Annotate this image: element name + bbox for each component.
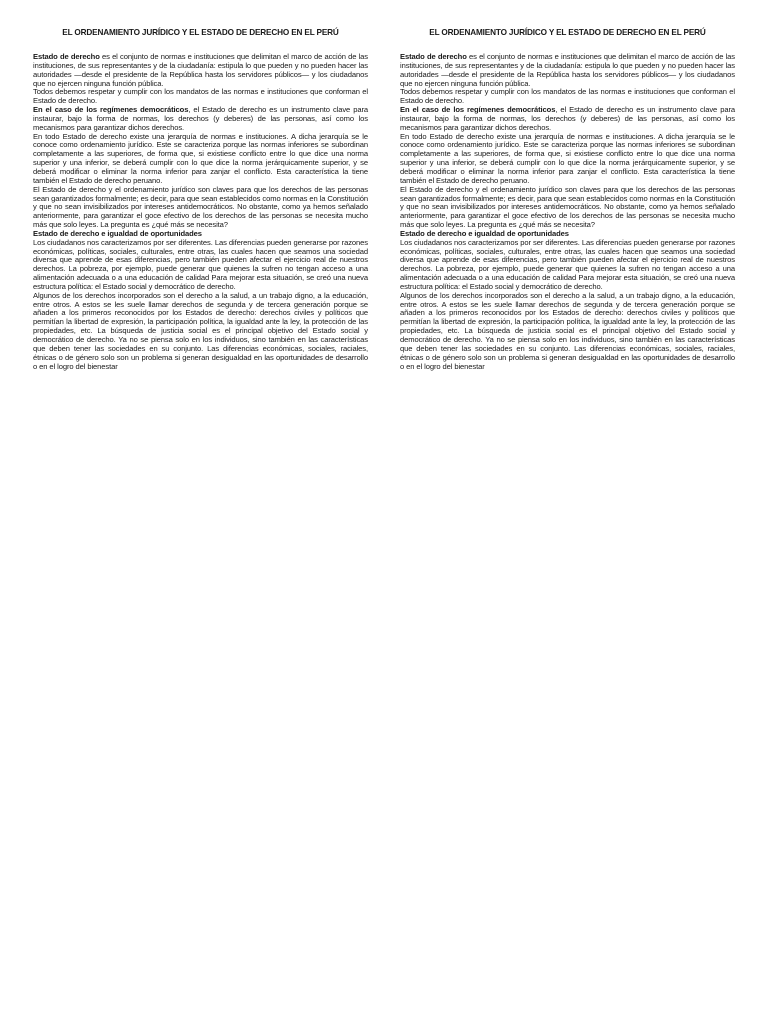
paragraph-text: , el Estado de derecho es un instrumento clave para instaurar, bajo la forma de normas, los derechos (y deberes) de las personas, así como los mecanismos para garantizar dichos derechos.: [33, 105, 369, 132]
paragraph-hierarchy: En todo Estado de derecho existe una jerarquía de normas e instituciones. A dicha jerarquía se le conoce como ordenamiento jurídico. Este se caracteriza porque las normas inferiores se subordinan completamente a las superiores, de forma que, si existiese conflicto entre lo que dice una norma superior y una inferior, se deberá cumplir con lo que dice la norma jerárquicamente superior, y se deberá modificar o eliminar la norma inferior para zanjar el conflicto. Esta característica la tiene también el Estado de derecho peruano.: [33, 131, 368, 185]
right-column: [400, 28, 735, 371]
paragraph-text: es el conjunto de normas e instituciones que delimitan el marco de acción de las instituciones, de sus representantes y de la ciudadanía: estipula lo que pueden y no pueden hacer las autoridades —desde el presidente de la República hasta los servidores públicos— y los ciudadanos que no ejercen ninguna función pública.: [33, 52, 368, 88]
document-title: EL ORDENAMIENTO JURÍDICO Y EL ESTADO DE DERECHO EN EL PERÚ: [429, 28, 706, 37]
paragraph-democratic: [400, 106, 735, 133]
paragraph-rights-generations: Algunos de los derechos incorporados son el derecho a la salud, a un trabajo digno, a la educación, entre otros. A estos se les suele llamar derechos de segunda y de tercera generación porque se añaden a los primeros reconocidos por los Estados de derecho: derechos civiles y políticos que permitían la libertad de expresión, la participación política, la igualdad ante la ley, la protección de las propiedades, etc. La búsqueda de justicia social es el principal objetivo del Estado social y democrático de derecho. Ya no se piensa solo en los individuos, sino también en las características que deben tener las sociedades en su conjunto. Las diferencias económicas, sociales, raciales, étnicas o de género solo son un problema si generan desigualdad en las oportunidades de desarrollo o en el logro del bienestar: [400, 290, 735, 371]
paragraph-text: es el conjunto de normas e instituciones que delimitan el marco de acción de las instituciones, de sus representantes y de la ciudadanía: estipula lo que pueden y no pueden hacer las autoridades —desde el presidente de la República hasta los servidores públicos— y los ciudadanos que no ejercen ninguna función pública.: [400, 52, 735, 88]
paragraph-hierarchy: En todo Estado de derecho existe una jerarquía de normas e instituciones. A dicha jerarquía se le conoce como ordenamiento jurídico. Este se caracteriza porque las normas inferiores se subordinan completamente a las superiores, de forma que, si existiese conflicto entre lo que dice una norma superior y una inferior, se deberá cumplir con lo que dice la norma jerárquicamente superior, y se deberá modificar o eliminar la norma inferior para zanjar el conflicto. Esta característica la tiene también el Estado de derecho peruano.: [400, 131, 735, 185]
paragraph-democratic: [33, 106, 368, 133]
section-heading: Estado de derecho e igualdad de oportunidades: [33, 228, 202, 238]
paragraph-lead-term: Estado de derecho: [400, 52, 467, 61]
paragraph-differences: Los ciudadanos nos caracterizamos por ser diferentes. Las diferencias pueden generarse por razones económicas, políticas, sociales, culturales, entre otras, las cuales hacen que seamos una sociedad diversa que aprende de esas diferencias, pero también pueden afectar el ejercicio real de nuestros derechos. La pobreza, por ejemplo, puede generar que quienes la sufren no tengan acceso a una alimentación adecuada o a una educación de calidad Para mejorar esta situación, se creó una nueva estructura política: el Estado social y democrático de derecho.: [33, 237, 368, 291]
document-title: EL ORDENAMIENTO JURÍDICO Y EL ESTADO DE DERECHO EN EL PERÚ: [62, 28, 339, 37]
paragraph-text: , el Estado de derecho es un instrumento clave para instaurar, bajo la forma de normas, los derechos (y deberes) de las personas, así como los mecanismos para garantizar dichos derechos.: [400, 105, 736, 132]
paragraph-guarantee: El Estado de derecho y el ordenamiento jurídico son claves para que los derechos de las personas sean garantizados formalmente; es decir, para que sean establecidos como normas en la Constitución y que no sean invisibilizados por intereses antidemocráticos. No obstante, como ya hemos señalado anteriormente, para garantizar el goce efectivo de los derechos de las personas se necesita mucho más que solo leyes. La pregunta es ¿qué más se necesita?: [400, 184, 735, 230]
paragraph-differences: Los ciudadanos nos caracterizamos por ser diferentes. Las diferencias pueden generarse por razones económicas, políticas, sociales, culturales, entre otras, las cuales hacen que seamos una sociedad diversa que aprende de esas diferencias, pero también pueden afectar el ejercicio real de nuestros derechos. La pobreza, por ejemplo, puede generar que quienes la sufren no tengan acceso a una alimentación adecuada o a una educación de calidad Para mejorar esta situación, se creó una nueva estructura política: el Estado social y democrático de derecho.: [400, 237, 735, 291]
paragraph-guarantee: El Estado de derecho y el ordenamiento jurídico son claves para que los derechos de las personas sean garantizados formalmente; es decir, para que sean establecidos como normas en la Constitución y que no sean invisibilizados por intereses antidemocráticos. No obstante, como ya hemos señalado anteriormente, para garantizar el goce efectivo de los derechos de las personas se necesita mucho más que solo leyes. La pregunta es ¿qué más se necesita?: [33, 184, 368, 230]
paragraph-respect: Todos debemos respetar y cumplir con los mandatos de las normas e instituciones que conforman el Estado de derecho.: [33, 87, 368, 106]
paragraph-rights-generations: Algunos de los derechos incorporados son el derecho a la salud, a un trabajo digno, a la educación, entre otros. A estos se les suele llamar derechos de segunda y de tercera generación porque se añaden a los primeros reconocidos por los Estados de derecho: derechos civiles y políticos que permitían la libertad de expresión, la participación política, la igualdad ante la ley, la protección de las propiedades, etc. La búsqueda de justicia social es el principal objetivo del Estado social y democrático de derecho. Ya no se piensa solo en los individuos, sino también en las características que deben tener las sociedades en su conjunto. Las diferencias económicas, sociales, raciales, étnicas o de género solo son un problema si generan desigualdad en las oportunidades de desarrollo o en el logro del bienestar: [33, 290, 368, 371]
paragraph-lead-term: En el caso de los regímenes democráticos: [33, 105, 189, 115]
paragraph-definition: [400, 53, 735, 88]
paragraph-respect: Todos debemos respetar y cumplir con los mandatos de las normas e instituciones que conforman el Estado de derecho.: [400, 87, 735, 106]
section-heading: Estado de derecho e igualdad de oportunidades: [400, 228, 569, 238]
left-column: [33, 28, 368, 371]
paragraph-lead-term: Estado de derecho: [33, 52, 100, 61]
paragraph-lead-term: En el caso de los regímenes democráticos: [400, 105, 556, 115]
paragraph-definition: [33, 53, 368, 88]
